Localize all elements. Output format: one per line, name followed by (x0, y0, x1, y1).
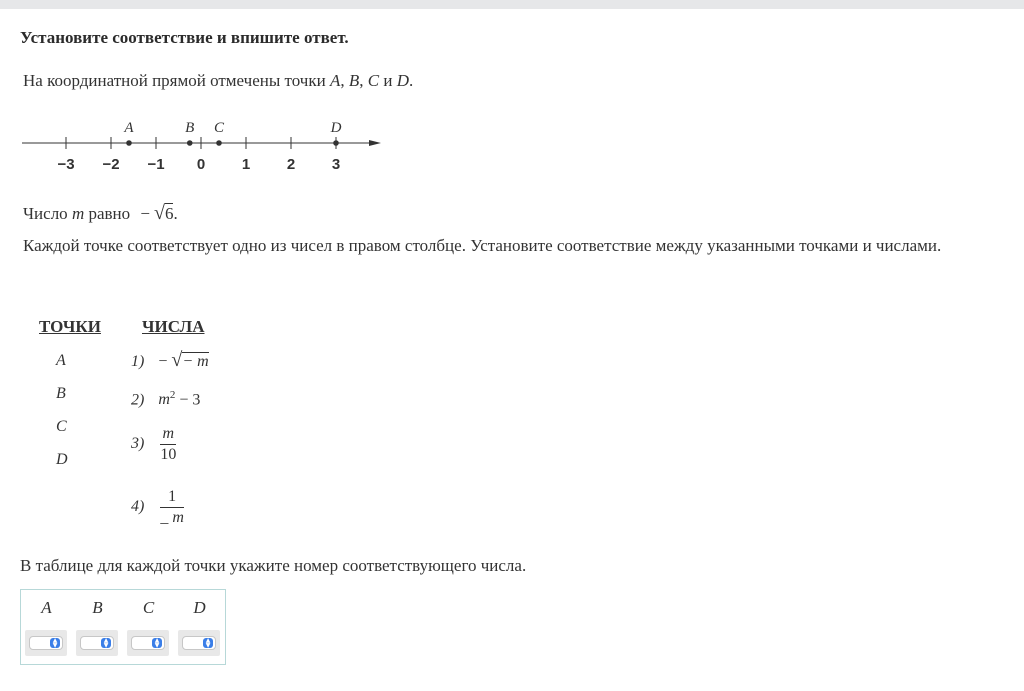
m-statement: Число m равно − √6. (23, 202, 178, 224)
point-b (187, 140, 193, 146)
answer-column-d (174, 590, 225, 649)
point-label-b: B (185, 120, 195, 136)
option-4 (131, 487, 184, 528)
intro-text: На координатной прямой отмечены точки A, B, C и D. (23, 71, 414, 90)
tick-label: 1 (241, 156, 251, 173)
answer-header-d: D (193, 598, 206, 617)
point-label-a: A (56, 352, 66, 369)
instruction-heading: Установите соответствие и впишите ответ. (20, 28, 349, 47)
answer-column-c (123, 590, 174, 649)
answer-prompt: В таблице для каждой точки укажите номер соответствующего числа. (20, 556, 527, 575)
answer-table (20, 589, 226, 665)
select-arrows-icon: ▲ ▼ (101, 638, 111, 648)
answer-header-c: C (142, 598, 155, 617)
option-number: 1) (131, 353, 145, 370)
point-label-a: A (124, 120, 134, 136)
point-label-d: D (56, 451, 68, 468)
answer-column-b (72, 590, 123, 649)
point-d (333, 140, 339, 146)
option-2: 2) $m^2 - 3$ (131, 389, 201, 409)
axis-arrow-icon (369, 140, 381, 146)
answer-select-d[interactable] (182, 636, 216, 650)
sqrt-icon: √ (171, 349, 183, 371)
tick-label: −3 (57, 156, 75, 173)
option-number: 2) (131, 391, 145, 409)
answer-header-b: B (92, 598, 103, 617)
numbers-header: ЧИСЛА (142, 317, 205, 336)
points-header: ТОЧКИ (39, 317, 101, 336)
answer-select-c[interactable] (131, 636, 165, 650)
point-label-c: C (213, 120, 225, 136)
answer-column-a (21, 590, 72, 649)
point-a (126, 140, 132, 146)
point-label-d: D (330, 120, 342, 136)
tick-label: 0 (196, 156, 206, 173)
point-label-c: C (56, 418, 67, 435)
select-arrows-icon: ▲ ▼ (203, 638, 213, 648)
point-c (216, 140, 222, 146)
task-text: Каждой точке соответствует одно из чисел в правом столбце. Установите соответствие между указанными точками и числами. (23, 236, 942, 255)
select-arrows-icon: ▲ ▼ (152, 638, 162, 648)
tick-label: −2 (102, 156, 120, 173)
option-3 (131, 424, 176, 465)
fraction: $\frac{1}{\_ m}$ (160, 488, 184, 526)
option-1: 1) − √− m (131, 349, 209, 371)
answer-select-b[interactable] (80, 636, 114, 650)
answer-header-a: A (41, 598, 52, 617)
point-label-b: B (56, 385, 66, 402)
answer-select-a[interactable] (29, 636, 63, 650)
tick-label: −1 (147, 156, 165, 173)
tick-label: 2 (286, 156, 296, 173)
tick-label: 3 (331, 156, 341, 173)
fraction: $\frac{m}{10}$ (160, 425, 177, 463)
option-number: 4) (131, 498, 145, 516)
select-arrows-icon: ▲ ▼ (50, 638, 60, 648)
option-number: 3) (131, 435, 145, 453)
sqrt-icon: √ (153, 202, 165, 224)
